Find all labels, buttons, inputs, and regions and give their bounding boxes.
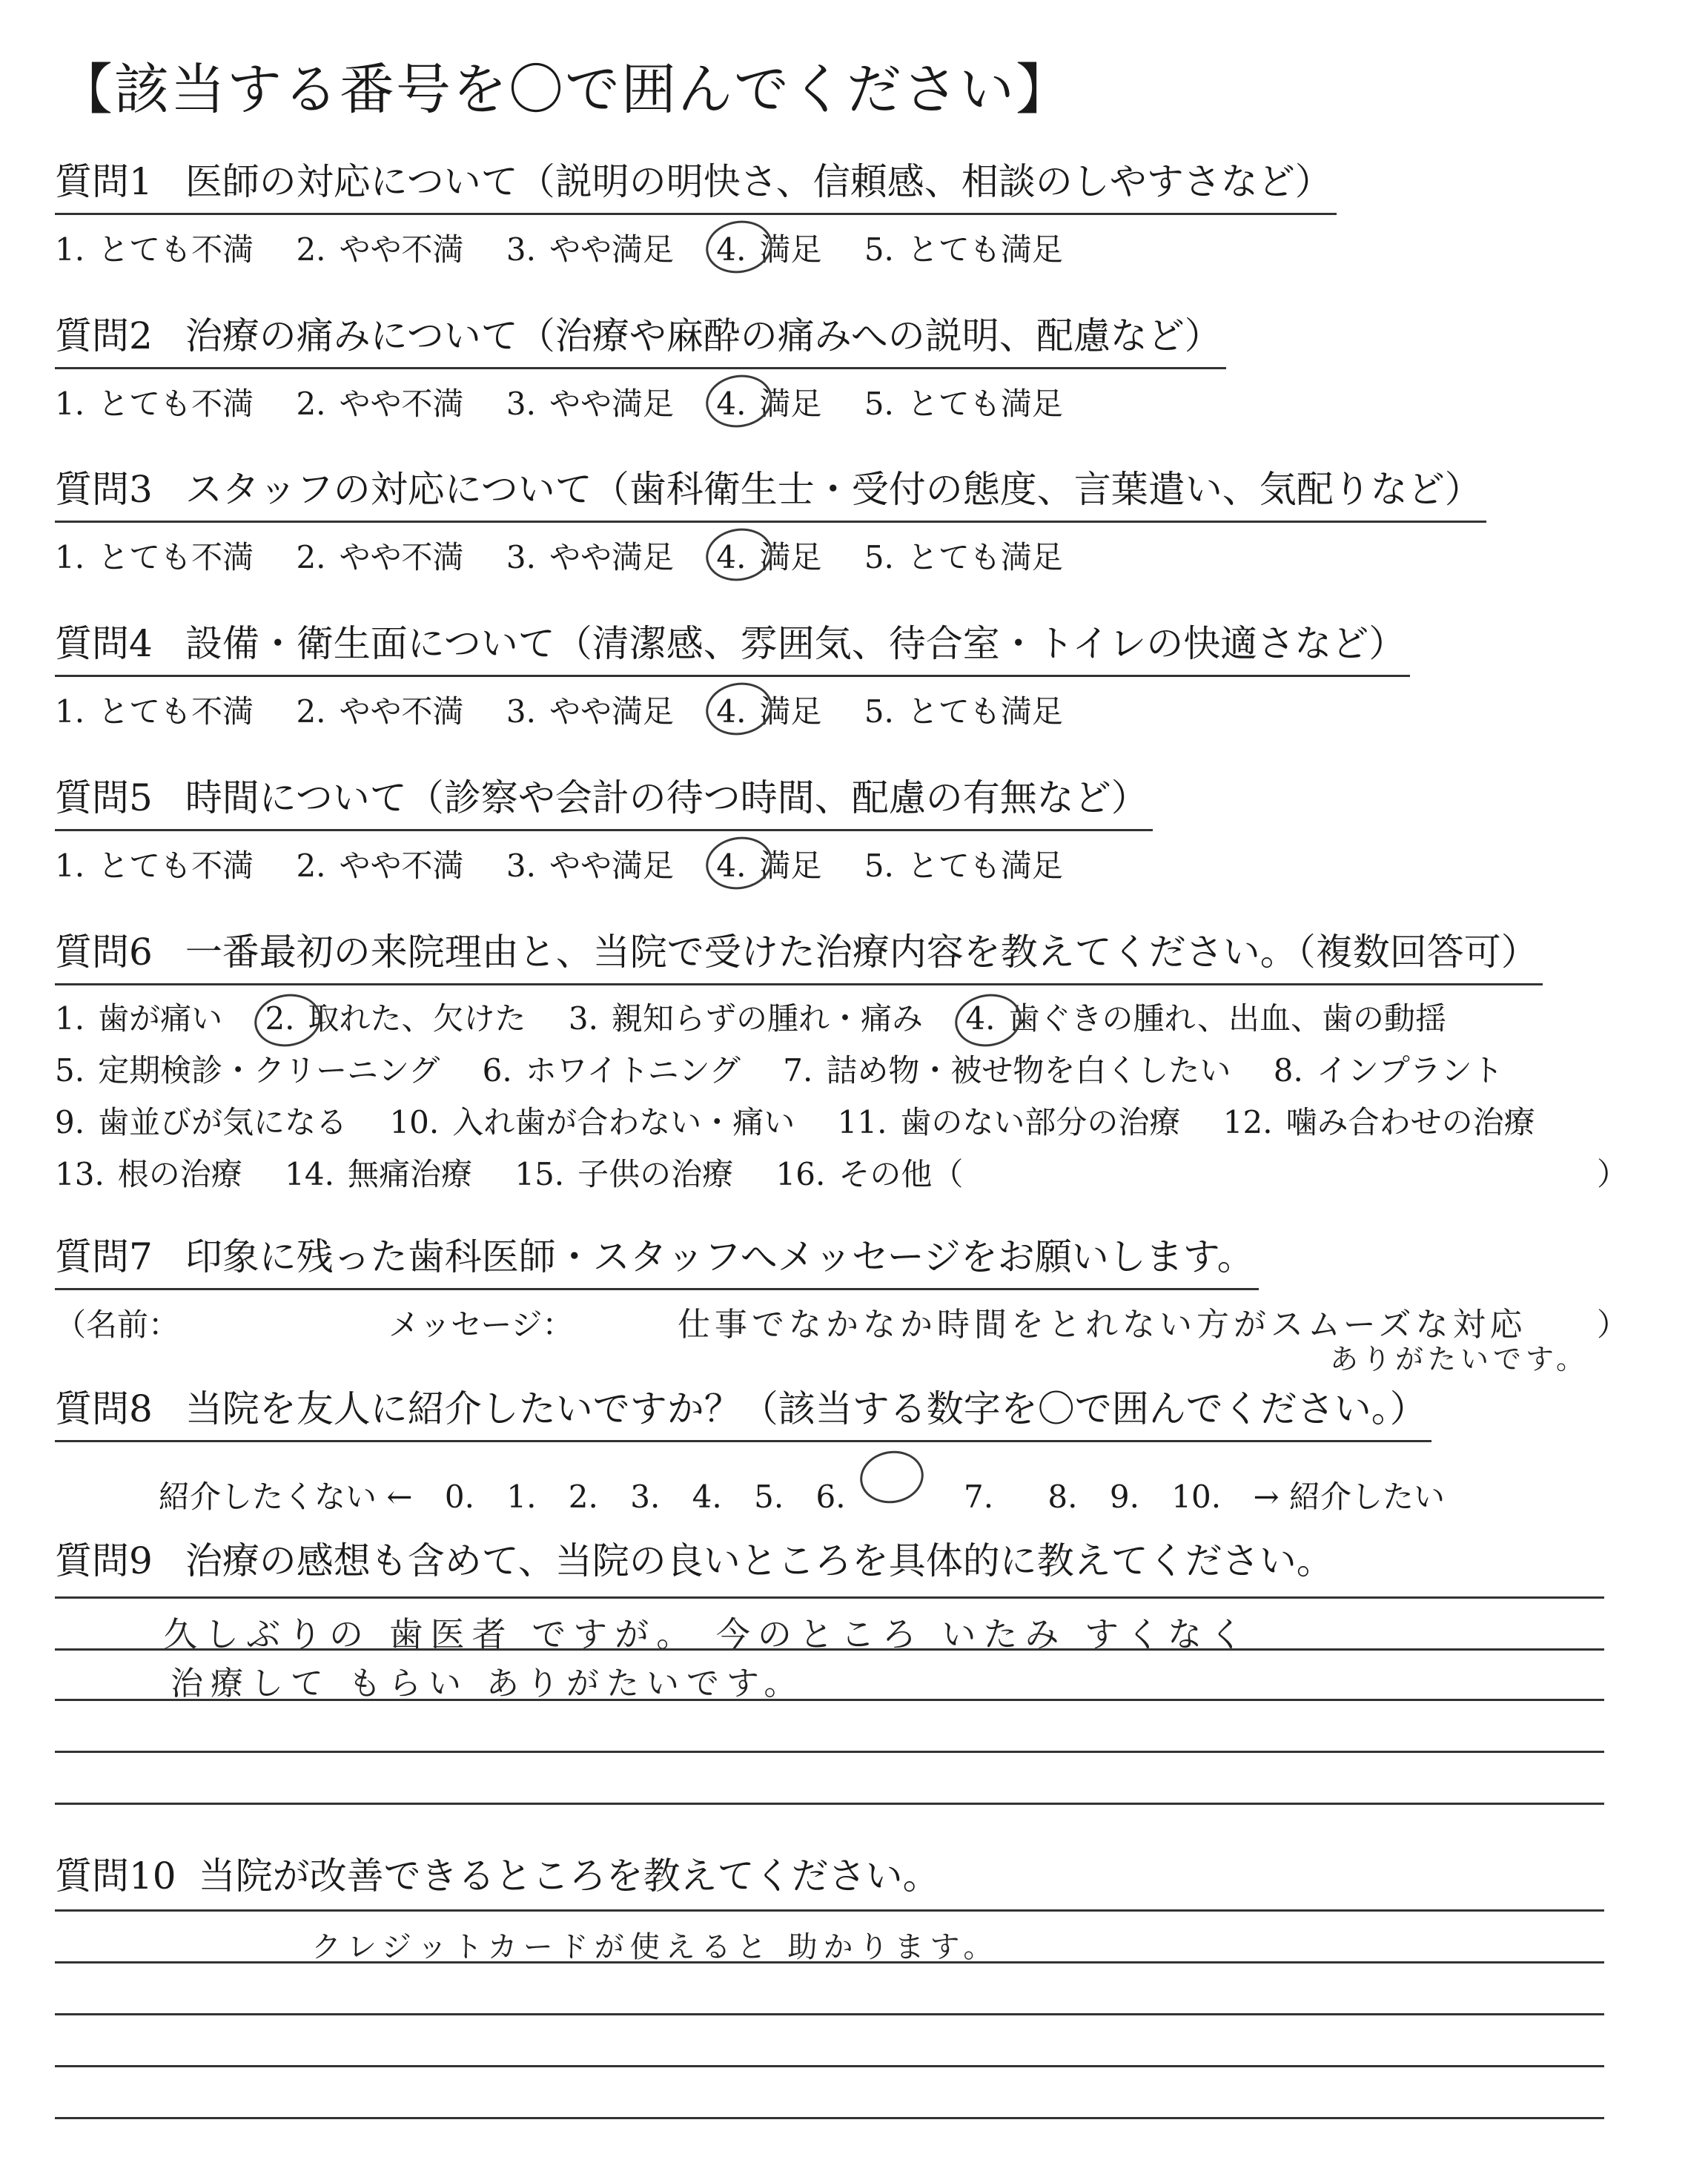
selection-circle	[702, 678, 777, 741]
option-1[interactable]: 1. とても不満	[55, 848, 254, 884]
option-1[interactable]: 1. とても不満	[55, 539, 254, 575]
scale-8[interactable]: 8.	[1047, 1479, 1078, 1515]
reason-14[interactable]: 14. 無痛治療	[285, 1156, 472, 1192]
rating-options	[55, 533, 1626, 578]
other-close-paren: ）	[1597, 1156, 1629, 1192]
option-5[interactable]: 5. とても満足	[864, 231, 1063, 268]
rating-options	[55, 687, 1626, 732]
reason-4-selected[interactable]: 4. 歯ぐきの腫れ、出血、歯の動揺	[965, 993, 1446, 1045]
answer-line	[55, 1648, 1604, 1651]
scale-10[interactable]: 10.	[1171, 1479, 1222, 1515]
scale-2[interactable]: 2.	[568, 1479, 598, 1515]
question-10	[55, 1846, 1626, 1900]
answer-line	[55, 1803, 1604, 1805]
scale-right-label: → 紹介したい	[1253, 1479, 1445, 1515]
scale-0[interactable]: 0.	[444, 1479, 474, 1515]
scale-9[interactable]: 9.	[1109, 1479, 1139, 1515]
reason-5[interactable]: 5. 定期検診・クリーニング	[55, 1052, 440, 1089]
question-title: 質問9 治療の感想も含めて、当院の良いところを具体的に教えてください。	[55, 1539, 1334, 1582]
scale-7-selected[interactable]: 7.	[878, 1456, 1016, 1515]
message-handwriting-line2: ありがたいです。	[1330, 1343, 1589, 1375]
question-title: 質問2 治療の痛みについて（治療や麻酔の痛みへの説明、配慮など）	[55, 306, 1226, 369]
selection-circle	[702, 370, 777, 433]
reason-9[interactable]: 9. 歯並びが気になる	[55, 1104, 348, 1140]
message-handwriting-line1: 仕事でなかなか時間をとれない方がスムーズな対応	[678, 1306, 1527, 1344]
option-4-selected[interactable]: 4. 満足	[716, 687, 821, 732]
scale-4[interactable]: 4.	[692, 1479, 722, 1515]
reason-6[interactable]: 6. ホワイトニング	[482, 1052, 741, 1089]
option-1[interactable]: 1. とても不満	[55, 386, 254, 422]
question-title: 質問1 医師の対応について（説明の明快さ、信頼感、相談のしやすさなど）	[55, 152, 1337, 215]
option-4-selected[interactable]: 4. 満足	[716, 225, 821, 270]
question-title: 質問3 スタッフの対応について（歯科衛生士・受付の態度、言葉遣い、気配りなど）	[55, 460, 1486, 523]
reason-2-selected[interactable]: 2. 取れた、欠けた	[265, 993, 526, 1045]
question-2	[55, 306, 1626, 424]
option-2[interactable]: 2. やや不満	[296, 848, 464, 884]
answer-line	[55, 1699, 1604, 1701]
answer-handwriting-line1: 久しぶりの 歯医者 ですが。 今のところ いたみ すくなく	[163, 1614, 1251, 1654]
option-2[interactable]: 2. やや不満	[296, 231, 464, 268]
rating-options	[55, 842, 1626, 886]
option-3[interactable]: 3. やや満足	[506, 848, 674, 884]
reason-1[interactable]: 1. 歯が痛い	[55, 1000, 223, 1037]
question-5	[55, 768, 1626, 886]
recommend-scale	[159, 1456, 1626, 1517]
option-3[interactable]: 3. やや満足	[506, 539, 674, 575]
selection-circle	[951, 989, 1026, 1052]
answer-handwriting-line2: 治療して もらい ありがたいです。	[171, 1665, 804, 1702]
option-5[interactable]: 5. とても満足	[864, 539, 1063, 575]
answer-line	[55, 2065, 1604, 2067]
scale-6[interactable]: 6.	[815, 1479, 846, 1515]
rating-options	[55, 225, 1626, 270]
question-9	[55, 1531, 1626, 1585]
reason-15[interactable]: 15. 子供の治療	[514, 1156, 734, 1192]
question-title: 質問10 当院が改善できるところを教えてください。	[55, 1855, 940, 1898]
reason-10[interactable]: 10. 入れ歯が合わない・痛い	[389, 1104, 795, 1140]
option-1[interactable]: 1. とても不満	[55, 693, 254, 730]
answer-handwriting-line1: クレジットカードが使えると 助かります。	[311, 1930, 999, 1964]
question-title: 質問4 設備・衛生面について（清潔感、雰囲気、待合室・トイレの快適さなど）	[55, 614, 1410, 677]
option-4-selected[interactable]: 4. 満足	[716, 380, 821, 424]
question-6	[55, 922, 1629, 1200]
scale-5[interactable]: 5.	[754, 1479, 784, 1515]
question-4	[55, 614, 1626, 732]
message-close-paren: ）	[1597, 1307, 1629, 1343]
selection-circle	[702, 524, 777, 587]
question-title: 質問6 一番最初の来院理由と、当院で受けた治療内容を教えてください。（複数回答可）	[55, 922, 1543, 985]
answer-line	[55, 1961, 1604, 1964]
option-4-selected[interactable]: 4. 満足	[716, 533, 821, 578]
answer-line	[55, 1596, 1604, 1599]
answer-line	[55, 2013, 1604, 2015]
selection-circle	[702, 216, 777, 279]
option-5[interactable]: 5. とても満足	[864, 693, 1063, 730]
option-3[interactable]: 3. やや満足	[506, 231, 674, 268]
name-label: （名前：	[55, 1307, 180, 1343]
option-1[interactable]: 1. とても不満	[55, 231, 254, 268]
selection-circle	[856, 1446, 928, 1508]
scale-left-label: 紹介したくない ←	[159, 1479, 413, 1515]
option-2[interactable]: 2. やや不満	[296, 539, 464, 575]
reason-3[interactable]: 3. 親知らずの腫れ・痛み	[568, 1000, 923, 1037]
answer-line	[55, 2117, 1604, 2119]
reason-8[interactable]: 8. インプラント	[1273, 1052, 1503, 1089]
question-3	[55, 460, 1626, 578]
question-7	[55, 1227, 1629, 1375]
selection-circle	[702, 832, 777, 895]
selection-circle	[251, 989, 325, 1052]
question-title: 質問7 印象に残った歯科医師・スタッフへメッセージをお願いします。	[55, 1227, 1259, 1290]
option-3[interactable]: 3. やや満足	[506, 693, 674, 730]
rating-options	[55, 380, 1626, 424]
scale-3[interactable]: 3.	[630, 1479, 661, 1515]
message-row	[55, 1301, 1629, 1375]
option-5[interactable]: 5. とても満足	[864, 848, 1063, 884]
message-label: メッセージ：	[388, 1307, 574, 1343]
option-5[interactable]: 5. とても満足	[864, 386, 1063, 422]
question-title: 質問5 時間について（診察や会計の待つ時間、配慮の有無など）	[55, 768, 1153, 831]
scale-1[interactable]: 1.	[506, 1479, 537, 1515]
reason-11[interactable]: 11. 歯のない部分の治療	[837, 1104, 1181, 1140]
option-3[interactable]: 3. やや満足	[506, 386, 674, 422]
reason-13[interactable]: 13. 根の治療	[55, 1156, 242, 1192]
answer-line	[55, 1751, 1604, 1753]
page-heading: 【該当する番号を〇で囲んでください】	[58, 58, 1072, 122]
option-2[interactable]: 2. やや不満	[296, 386, 464, 422]
question-8	[55, 1379, 1626, 1517]
question-1	[55, 152, 1626, 270]
reason-12[interactable]: 12. 噛み合わせの治療	[1222, 1104, 1535, 1140]
reason-16[interactable]: 16. その他（	[775, 1156, 964, 1192]
question-title: 質問8 当院を友人に紹介したいですか？（該当する数字を〇で囲んでください。）	[55, 1379, 1431, 1442]
answer-line	[55, 1909, 1604, 1912]
reason-7[interactable]: 7. 詰め物・被せ物を白くしたい	[783, 1052, 1231, 1089]
reason-options	[55, 993, 1629, 1200]
option-4-selected[interactable]: 4. 満足	[716, 842, 821, 886]
option-2[interactable]: 2. やや不満	[296, 693, 464, 730]
